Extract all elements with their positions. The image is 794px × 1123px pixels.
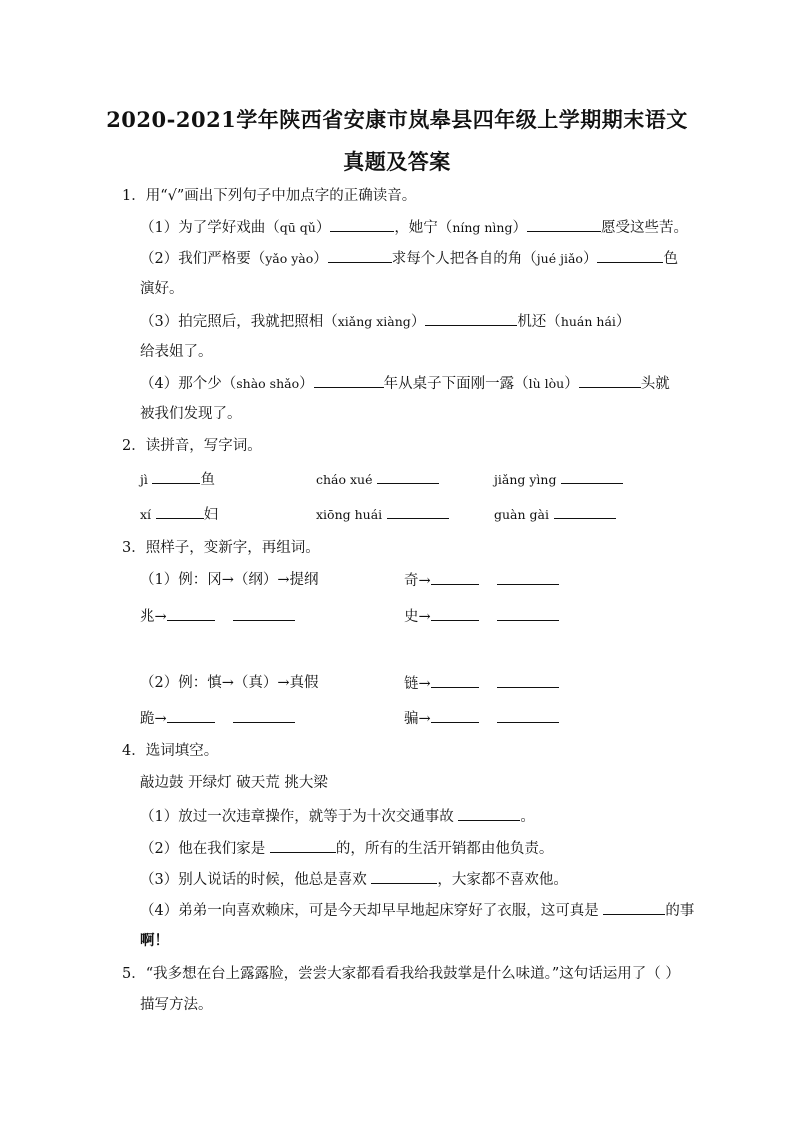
answer-blank[interactable]	[233, 708, 295, 723]
answer-blank[interactable]	[431, 673, 479, 688]
char-item: 奇→	[404, 570, 559, 591]
question-1-sentence-2: （2）我们严格要（yǎo yào） 求每个人把各自的角（jué jiǎo） 色	[140, 248, 678, 269]
char-item: 兆→	[140, 606, 295, 627]
question-1-sentence-4: （4）那个少（shào shǎo） 年从桌子下面刚一露（lù lòu） 头就	[140, 373, 670, 394]
answer-blank[interactable]	[527, 217, 601, 232]
pinyin-item: cháo xué	[316, 469, 439, 490]
question-4-stem: 4．选词填空。	[122, 743, 219, 759]
answer-blank[interactable]	[371, 869, 437, 884]
question-4-sentence-4: （4）弟弟一向喜欢赖床，可是今天却早早地起床穿好了衣服，这可真是 的事	[140, 900, 694, 921]
char-item: 跪→	[140, 708, 295, 729]
answer-blank[interactable]	[387, 504, 449, 519]
question-3-example-2: （2）例：慎→（真）→真假	[140, 675, 319, 691]
answer-blank[interactable]	[156, 504, 204, 519]
answer-blank[interactable]	[597, 248, 663, 263]
answer-blank[interactable]	[167, 708, 215, 723]
answer-blank[interactable]	[328, 248, 392, 263]
answer-blank[interactable]	[270, 838, 336, 853]
answer-blank[interactable]	[497, 708, 559, 723]
answer-blank[interactable]	[497, 570, 559, 585]
page-title: 2020-2021学年陕西省安康市岚皋县四年级上学期期末语文	[106, 107, 688, 132]
question-2-stem: 2．读拼音，写字词。	[122, 438, 262, 454]
answer-blank[interactable]	[431, 570, 479, 585]
question-4-sentence-2: （2）他在我们家是 的，所有的生活开销都由他负责。	[140, 838, 553, 859]
question-1-sentence-1: （1）为了学好戏曲（qū qǔ） ，她宁（níng nìng） 愿受这些苦。	[140, 217, 688, 238]
question-1-sentence-4-cont: 被我们发现了。	[140, 406, 242, 422]
question-1-stem: 1．用“√”画出下列句子中加点字的正确读音。	[122, 188, 417, 204]
answer-blank[interactable]	[458, 806, 520, 821]
answer-blank[interactable]	[497, 606, 559, 621]
answer-blank[interactable]	[233, 606, 295, 621]
answer-blank[interactable]	[314, 373, 384, 388]
page-title-line2: 真题及答案	[343, 149, 451, 174]
pinyin-item: xí 妇	[140, 504, 218, 525]
question-5-cont: 描写方法。	[140, 997, 213, 1013]
answer-blank[interactable]	[431, 606, 479, 621]
char-item: 史→	[404, 606, 559, 627]
char-item: 骗→	[404, 708, 559, 729]
answer-blank[interactable]	[603, 900, 665, 915]
answer-blank[interactable]	[377, 469, 439, 484]
question-4-sentence-3: （3）别人说话的时候，他总是喜欢 ，大家都不喜欢他。	[140, 869, 568, 890]
answer-blank[interactable]	[497, 673, 559, 688]
pinyin-item: xiōng huái	[316, 504, 449, 525]
question-1-sentence-2-cont: 演好。	[140, 281, 184, 297]
answer-blank[interactable]	[152, 469, 200, 484]
answer-blank[interactable]	[561, 469, 623, 484]
answer-blank[interactable]	[579, 373, 641, 388]
question-1-sentence-3: （3）拍完照后，我就把照相（xiǎng xiàng） 机还（huán hái）	[140, 311, 630, 332]
question-4-sentence-1: （1）放过一次违章操作，就等于为十次交通事故 。	[140, 806, 535, 827]
answer-blank[interactable]	[167, 606, 215, 621]
pinyin-item: jiǎng yìng	[494, 469, 623, 490]
question-4-sentence-4-cont: 啊！	[140, 932, 169, 949]
answer-blank[interactable]	[431, 708, 479, 723]
pinyin-item: jì 鱼	[140, 469, 215, 490]
answer-blank[interactable]	[425, 311, 517, 326]
question-5-stem: 5．“我多想在台上露露脸，尝尝大家都看看我给我鼓掌是什么味道。”这句话运用了（ ）	[122, 966, 680, 982]
char-item: 链→	[404, 673, 559, 694]
question-1-sentence-3-cont: 给表姐了。	[140, 344, 213, 360]
question-3-example-1: （1）例：冈→（纲）→提纲	[140, 572, 319, 588]
question-3-stem: 3．照样子，变新字，再组词。	[122, 540, 320, 556]
answer-blank[interactable]	[554, 504, 616, 519]
answer-blank[interactable]	[330, 217, 394, 232]
pinyin-item: guàn gài	[494, 504, 616, 525]
word-bank: 敲边鼓 开绿灯 破天荒 挑大梁	[140, 775, 328, 791]
